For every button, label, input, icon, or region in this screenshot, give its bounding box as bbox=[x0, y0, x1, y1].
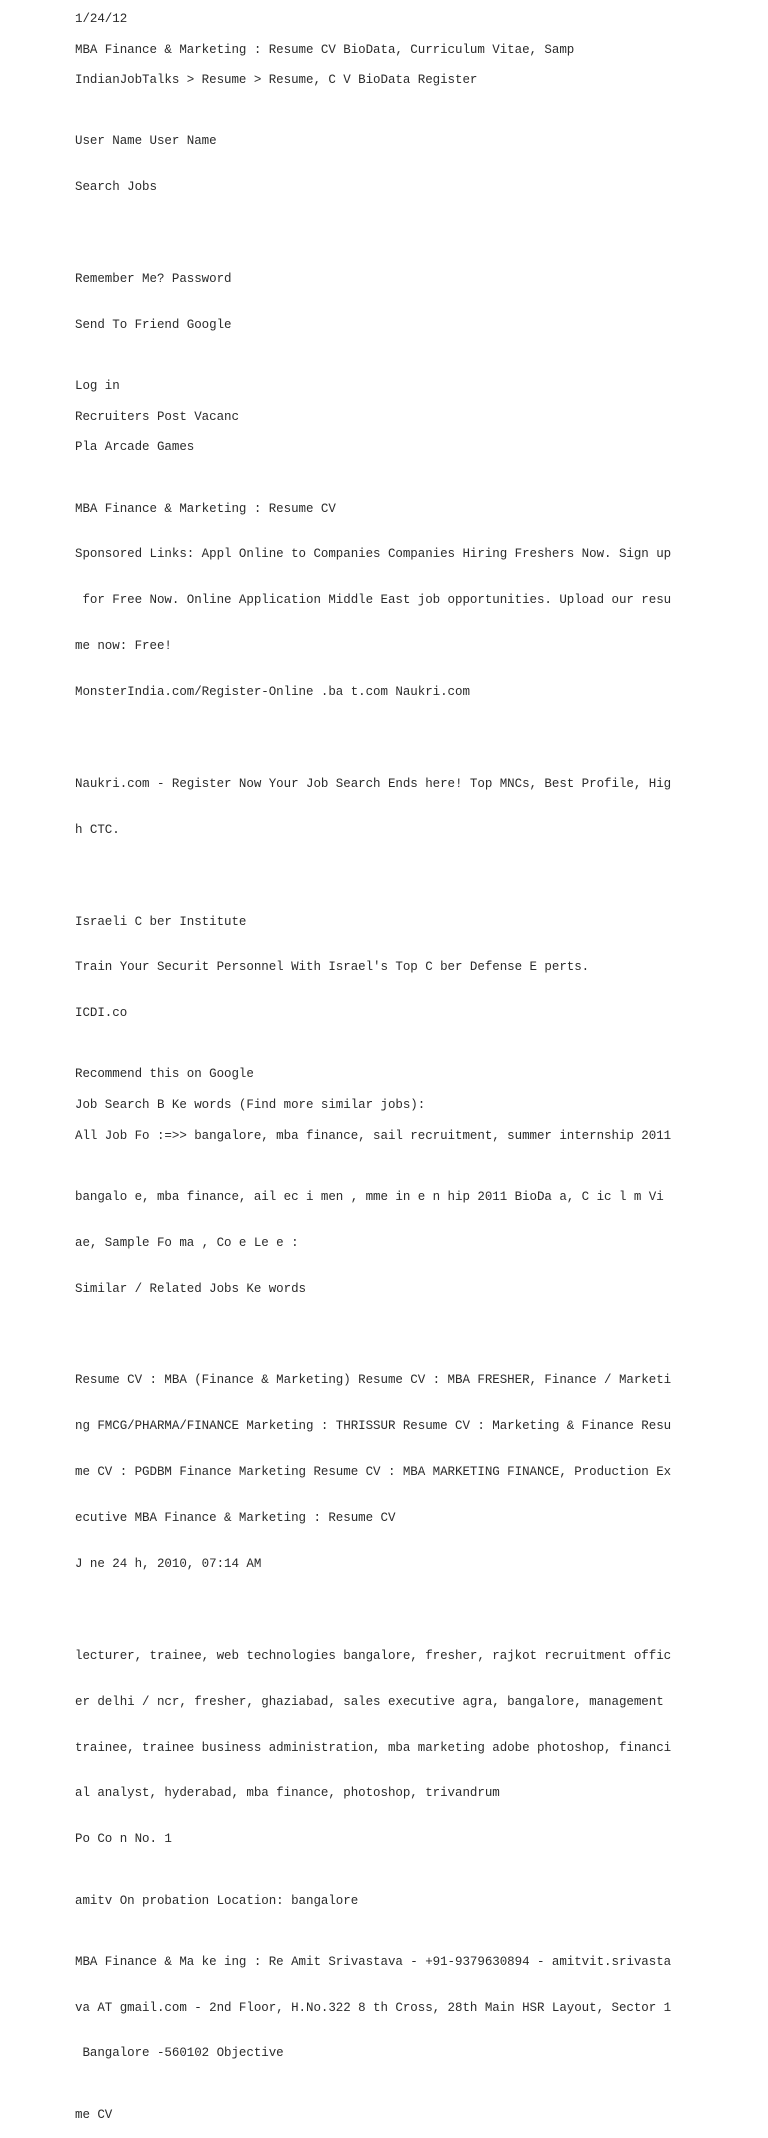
remember-password-label[interactable]: Remember Me? Password bbox=[75, 272, 232, 287]
sponsored-heading: MBA Finance & Marketing : Resume CV bbox=[75, 501, 336, 516]
israeli-ad-url[interactable]: ICDI.co bbox=[75, 1006, 128, 1021]
trailing-text: me CV bbox=[75, 2107, 113, 2122]
contact-line: MBA Finance & Ma ke ing : Re Amit Srivastava - +91-9379630894 - amitvit.srivasta bbox=[75, 1954, 672, 1969]
tags-line[interactable]: al analyst, hyderabad, mba finance, photoshop, trivandrum bbox=[75, 1786, 500, 1801]
document-page bbox=[75, 12, 755, 2138]
similar-jobs-heading: Similar / Related Jobs Ke words bbox=[75, 1281, 306, 1296]
username-label[interactable]: User Name User Name bbox=[75, 134, 217, 149]
sponsored-links-block bbox=[75, 471, 755, 731]
author-info: amitv On probation Location: bangalore bbox=[75, 1893, 359, 1908]
resume-links-line[interactable]: ng FMCG/PHARMA/FINANCE Marketing : THRISSUR Resume CV : Marketing & Finance Resu bbox=[75, 1419, 672, 1434]
page-title: MBA Finance & Marketing : Resume CV BioData, Curriculum Vitae, Samp bbox=[75, 42, 575, 57]
print-date: 1/24/12 bbox=[75, 12, 128, 26]
naukri-ad[interactable] bbox=[75, 746, 755, 868]
related-keywords-line: bangalo e, mba finance, ail ec i men , mme in e n hip 2011 BioDa a, C ic l m Vi bbox=[75, 1189, 664, 1204]
login-block bbox=[75, 104, 755, 226]
resume-links-line[interactable]: me CV : PGDBM Finance Marketing Resume CV : MBA MARKETING FINANCE, Production Ex bbox=[75, 1465, 672, 1480]
related-keywords-line: ae, Sample Fo ma , Co e Le e : bbox=[75, 1235, 299, 1250]
post-timestamp: J ne 24 h, 2010, 07:14 AM bbox=[75, 1556, 262, 1571]
send-to-friend-link[interactable]: Send To Friend Google bbox=[75, 317, 232, 332]
resume-links-line[interactable]: Resume CV : MBA (Finance & Marketing) Resume CV : MBA FRESHER, Finance / Marketi bbox=[75, 1373, 672, 1388]
all-jobs-keywords[interactable]: All Job Fo :=>> bangalore, mba finance, sail recruitment, summer internship 2011 bbox=[75, 1128, 672, 1143]
arcade-games-link[interactable]: Pla Arcade Games bbox=[75, 440, 195, 455]
tags-line[interactable]: lecturer, trainee, web technologies bangalore, fresher, rajkot recruitment offic bbox=[75, 1648, 672, 1663]
israeli-ad[interactable] bbox=[75, 884, 755, 1052]
tags-block bbox=[75, 1618, 755, 1878]
remember-block bbox=[75, 241, 755, 363]
tags-line[interactable]: trainee, trainee business administration, mba marketing adobe photoshop, financi bbox=[75, 1740, 672, 1755]
resume-links-block bbox=[75, 1343, 755, 1603]
israeli-ad-text: Train Your Securit Personnel With Israel's Top C ber Defense E perts. bbox=[75, 960, 590, 975]
israeli-ad-title: Israeli C ber Institute bbox=[75, 914, 247, 929]
contact-line: Bangalore -560102 Objective bbox=[75, 2046, 284, 2061]
resume-links-line[interactable]: ecutive MBA Finance & Marketing : Resume CV bbox=[75, 1511, 396, 1526]
related-keywords-block bbox=[75, 1159, 755, 1327]
recommend-link[interactable]: Recommend this on Google bbox=[75, 1067, 254, 1082]
login-button[interactable]: Log in bbox=[75, 379, 120, 394]
naukri-ad-line: h CTC. bbox=[75, 822, 120, 837]
job-search-keywords-heading: Job Search B Ke words (Find more similar jobs): bbox=[75, 1098, 426, 1113]
sponsored-text: Sponsored Links: Appl Online to Companies Companies Hiring Freshers Now. Sign up bbox=[75, 547, 672, 562]
breadcrumb[interactable]: IndianJobTalks > Resume > Resume, C V BioData Register bbox=[75, 73, 478, 88]
tags-line[interactable]: er delhi / ncr, fresher, ghaziabad, sales executive agra, bangalore, management bbox=[75, 1694, 664, 1709]
search-jobs-link[interactable]: Search Jobs bbox=[75, 180, 157, 195]
recruiters-link[interactable]: Recruiters Post Vacanc bbox=[75, 409, 239, 424]
naukri-ad-line: Naukri.com - Register Now Your Job Search Ends here! Top MNCs, Best Profile, Hig bbox=[75, 776, 672, 791]
post-number: Po Co n No. 1 bbox=[75, 1832, 172, 1847]
sponsored-text: me now: Free! bbox=[75, 639, 172, 654]
contact-line: va AT gmail.com - 2nd Floor, H.No.322 8 th Cross, 28th Main HSR Layout, Sector 1 bbox=[75, 2000, 672, 2015]
sponsored-urls[interactable]: MonsterIndia.com/Register-Online .ba t.com Naukri.com bbox=[75, 685, 470, 700]
sponsored-text: for Free Now. Online Application Middle East job opportunities. Upload our resu bbox=[75, 593, 672, 608]
contact-block bbox=[75, 1924, 755, 2092]
